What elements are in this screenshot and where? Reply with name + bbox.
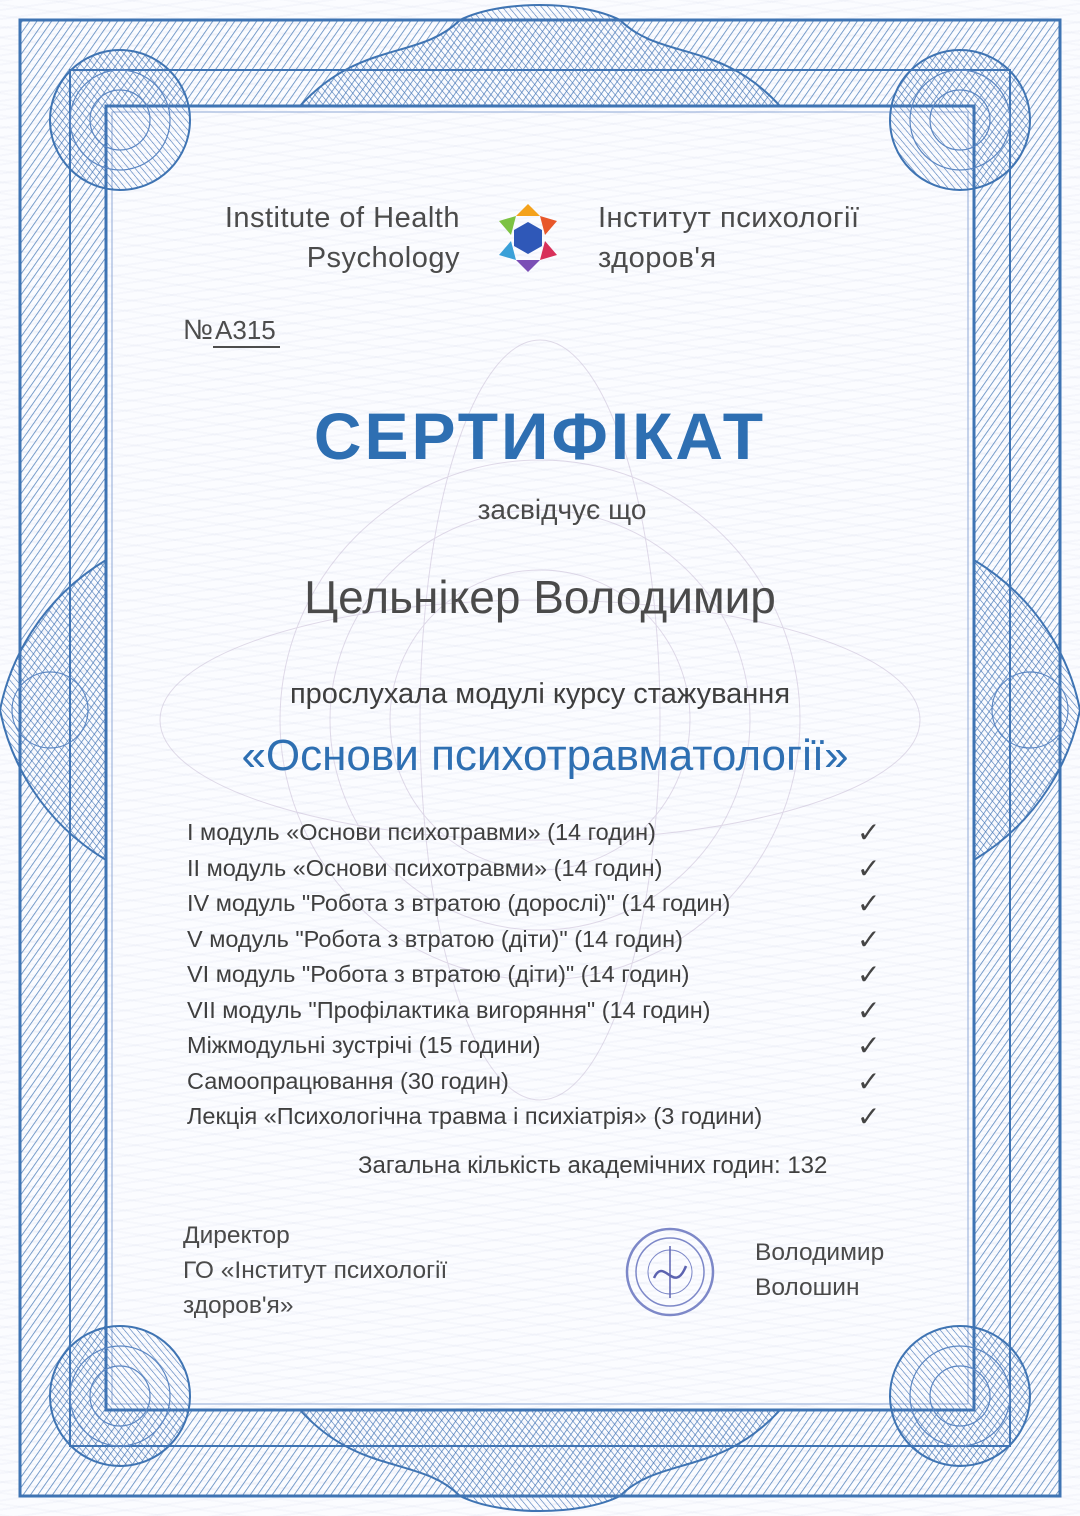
course-title: «Основи психотравматології» (241, 731, 849, 780)
signer-block (755, 1235, 884, 1305)
institute-name-en-line2: Psychology (306, 242, 460, 274)
director-org-line1: ГО «Інститут психології (183, 1257, 448, 1284)
completed-text: прослухала модулі курсу стажування (289, 678, 791, 710)
director-title: Директор (183, 1222, 290, 1249)
module-item (187, 957, 897, 993)
check-icon: ✓ (857, 888, 881, 919)
number-value: А315 (213, 315, 280, 348)
check-icon: ✓ (857, 959, 881, 990)
module-item (187, 815, 897, 851)
director-block (183, 1218, 447, 1323)
institute-name-en (150, 198, 460, 278)
check-icon: ✓ (857, 1065, 881, 1097)
module-label: ІІ модуль «Основи психотравми» (14 годин) (187, 854, 663, 881)
check-icon: ✓ (857, 817, 881, 848)
certificate-title: СЕРТИФІКАТ (313, 399, 767, 473)
check-icon: ✓ (857, 994, 881, 1026)
institute-name-ua-line1: Інститут психології (598, 202, 860, 234)
director-org-line2: здоров'я» (183, 1292, 294, 1319)
module-label: Самоопрацювання (30 годин) (187, 1067, 509, 1094)
recipient-name: Цельнікер Володимир (304, 571, 776, 623)
certificate-number (183, 314, 280, 346)
module-label: VІ модуль "Робота з втратою (діти)" (14 годин) (187, 961, 690, 987)
check-icon: ✓ (857, 1101, 881, 1132)
hexagon-flower-logo-icon (490, 203, 566, 273)
module-label: V модуль "Робота з втратою (діти)" (14 годин) (187, 925, 683, 952)
module-item (187, 886, 897, 922)
total-hours: Загальна кількість академічних годин: 132 (358, 1152, 828, 1179)
module-label: VІІ модуль "Профілактика вигоряння" (14 годин) (187, 996, 711, 1023)
module-item (187, 993, 897, 1029)
check-icon: ✓ (857, 923, 881, 955)
module-label: І модуль «Основи психотравми» (14 годин) (187, 819, 656, 845)
module-label: Міжмодульні зустрічі (15 години) (187, 1032, 541, 1058)
module-item (187, 1099, 897, 1135)
institute-name-ua (598, 198, 918, 278)
module-item (187, 1064, 897, 1100)
check-icon: ✓ (857, 1030, 881, 1061)
check-icon: ✓ (857, 852, 881, 884)
module-list (187, 815, 897, 1135)
module-label: Лекція «Психологічна травма і психіатрія» (3 години) (187, 1103, 763, 1129)
certifies-text: засвідчує що (477, 494, 647, 525)
module-item (187, 922, 897, 958)
round-seal-stamp-icon (624, 1226, 716, 1318)
number-prefix: № (183, 314, 214, 345)
signer-first-name: Володимир (755, 1239, 885, 1266)
module-item (187, 851, 897, 887)
signer-last-name: Волошин (755, 1274, 860, 1301)
institute-name-en-line1: Institute of Health (224, 202, 460, 234)
module-item (187, 1028, 897, 1064)
institute-name-ua-line2: здоров'я (598, 242, 717, 274)
module-label: ІV модуль "Робота з втратою (дорослі)" (14 годин) (187, 890, 731, 916)
